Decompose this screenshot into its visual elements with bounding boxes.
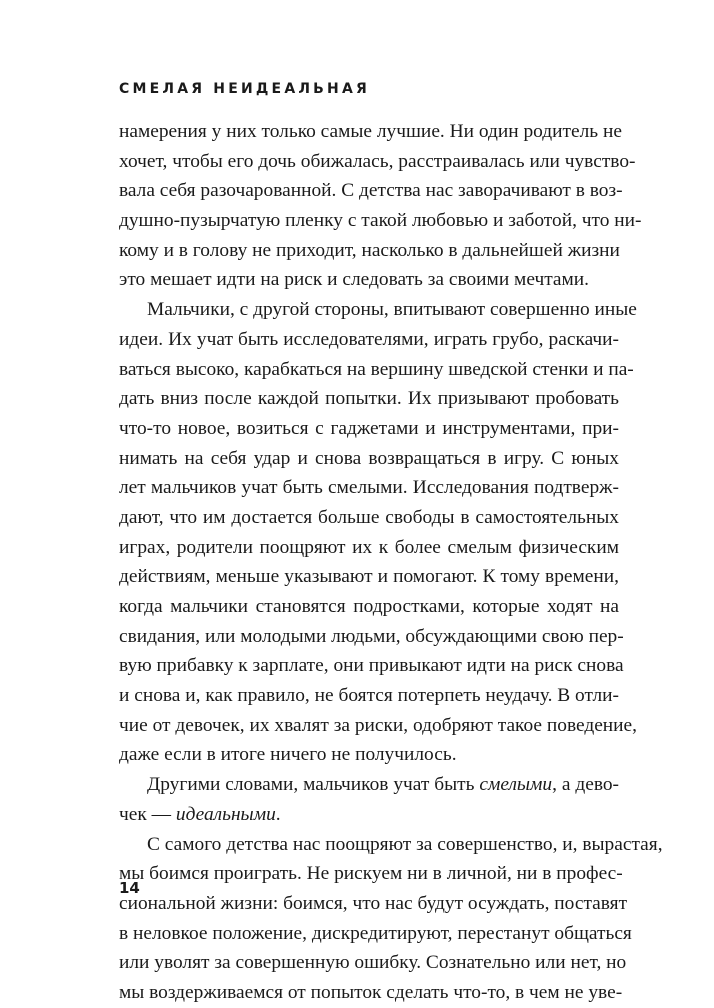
text-run: , а дево-: [552, 774, 619, 796]
text-line: [119, 770, 619, 800]
text-line: играх, родители поощряют их к более смелым физическим: [119, 536, 619, 558]
text-line: сиональной жизни: боимся, что нас будут осуждать, поставят: [119, 892, 628, 914]
paragraph: [119, 770, 619, 829]
text-line: это мешает идти на риск и следовать за своими мечтами.: [119, 269, 590, 291]
text-line: или уволят за совершенную ошибку. Сознательно или нет, но: [119, 952, 627, 974]
page-number: 14: [119, 879, 140, 897]
text-line: действиям, меньше указывают и помогают. К тому времени,: [119, 566, 619, 588]
text-line: даже если в итоге ничего не получилось.: [119, 744, 457, 766]
text-line: мы боимся проиграть. Не рискуем ни в личной, ни в профес-: [119, 863, 623, 885]
paragraph: [119, 830, 663, 1008]
emphasis-perfect: идеальными: [175, 803, 276, 825]
text-line: что-то новое, возиться с гаджетами и инструментами, при-: [119, 417, 619, 439]
text-line: дать вниз после каждой попытки. Их призывают пробовать: [119, 388, 619, 410]
text-line: дают, что им достается больше свободы в самостоятельных: [119, 506, 619, 528]
text-line: мы воздерживаемся от попыток сделать что-то, в чем не уве-: [119, 981, 623, 1003]
text-line: хочет, чтобы его дочь обижалась, расстраивалась или чувство-: [119, 150, 636, 172]
text-line: когда мальчики становятся подростками, которые ходят на: [119, 596, 619, 617]
text-line: нимать на себя удар и снова возвращаться в игру. С юных: [119, 447, 619, 469]
emphasis-brave: смелыми: [479, 774, 553, 796]
text-line: свидания, или молодыми людьми, обсуждающими свою пер-: [119, 625, 624, 647]
body-text: [119, 117, 663, 1008]
text-line: вала себя разочарованной. С детства нас заворачивают в воз-: [119, 180, 623, 202]
text-line: идеи. Их учат быть исследователями, играть грубо, раскачи-: [119, 328, 619, 350]
text-line: вую прибавку к зарплате, они привыкают идти на риск снова: [119, 655, 624, 677]
text-line: чие от девочек, их хвалят за риски, одобряют такое поведение,: [119, 714, 638, 736]
paragraph: [119, 117, 642, 295]
text-line: намерения у них только самые лучшие. Ни один родитель не: [119, 121, 622, 142]
text-line: в неловкое положение, дискредитируют, перестанут общаться: [119, 922, 632, 944]
text-run: чек —: [119, 803, 176, 825]
running-head: СМЕЛАЯ НЕИДЕАЛЬНАЯ: [119, 81, 370, 97]
text-line: ваться высоко, карабкаться на вершину шведской стенки и па-: [119, 358, 634, 380]
text-line: С самого детства нас поощряют за совершенство, и, вырастая,: [147, 833, 663, 855]
text-line: кому и в голову не приходит, насколько в дальнейшей жизни: [119, 239, 620, 261]
text-run: .: [275, 803, 281, 825]
text-line: лет мальчиков учат быть смелыми. Исследования подтверж-: [119, 477, 619, 499]
text-line: Мальчики, с другой стороны, впитывают совершенно иные: [147, 299, 637, 321]
text-line: душно-пузырчатую пленку с такой любовью и заботой, что ни-: [119, 210, 642, 232]
text-line: [119, 800, 619, 830]
text-run: Другими словами, мальчиков учат быть: [147, 774, 480, 796]
text-line: и снова и, как правило, не боятся потерпеть неудачу. В отли-: [119, 685, 619, 707]
paragraph: [119, 295, 638, 770]
